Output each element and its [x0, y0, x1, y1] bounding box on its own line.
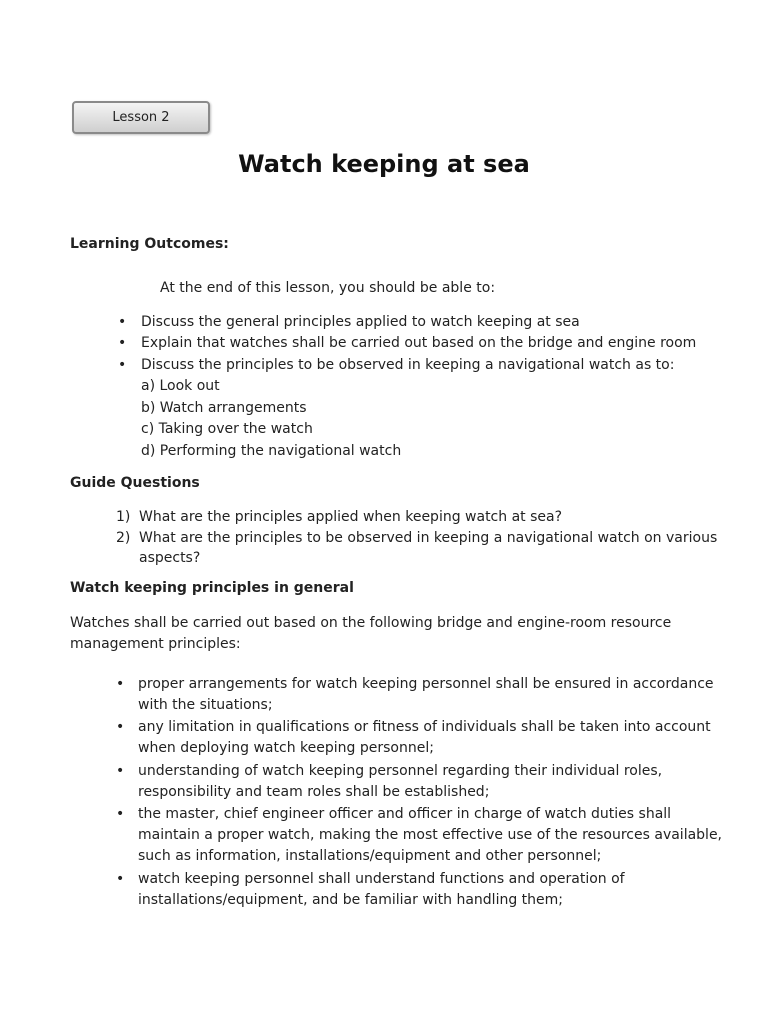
guide-questions-heading: Guide Questions — [70, 475, 200, 491]
outcome-item: Explain that watches shall be carried out based on the bridge and engine room — [141, 335, 697, 351]
question-text: What are the principles to be observed in keeping a navigational watch on various — [139, 530, 718, 546]
principle-item: the master, chief engineer officer and officer in charge of watch duties shall — [138, 806, 672, 822]
page-title: Watch keeping at sea — [238, 150, 530, 178]
learning-outcomes-intro: At the end of this lesson, you should be able to: — [160, 280, 496, 296]
question-number: 2) — [116, 530, 131, 546]
lesson-tab-label: Lesson 2 — [112, 110, 170, 125]
bullet-glyph: • — [118, 335, 127, 351]
principles-intro: Watches shall be carried out based on the following bridge and engine-room resource — [70, 615, 672, 631]
bullet-glyph: • — [116, 871, 125, 887]
bullet-glyph: • — [116, 763, 125, 779]
principle-item-continued: such as information, installations/equipment and other personnel; — [138, 848, 602, 864]
principle-item: understanding of watch keeping personnel regarding their individual roles, — [138, 763, 663, 779]
bullet-glyph: • — [118, 314, 127, 330]
principle-item: proper arrangements for watch keeping personnel shall be ensured in accordance — [138, 676, 714, 692]
outcome-sub-item: a) Look out — [141, 378, 220, 394]
outcome-sub-item: d) Performing the navigational watch — [141, 443, 402, 459]
bullet-glyph: • — [118, 357, 127, 373]
principle-item-continued: maintain a proper watch, making the most effective use of the resources available, — [138, 827, 723, 843]
principle-item-continued: when deploying watch keeping personnel; — [138, 740, 434, 756]
principles-intro-continued: management principles: — [70, 636, 241, 652]
learning-outcomes-heading: Learning Outcomes: — [70, 236, 229, 252]
bullet-glyph: • — [116, 719, 125, 735]
principles-heading: Watch keeping principles in general — [70, 580, 354, 596]
principle-item: any limitation in qualifications or fitness of individuals shall be taken into account — [138, 719, 711, 735]
lesson-tab — [72, 101, 210, 134]
principle-item-continued: responsibility and team roles shall be established; — [138, 784, 490, 800]
principle-item: watch keeping personnel shall understand functions and operation of — [138, 871, 625, 887]
outcome-sub-item: b) Watch arrangements — [141, 400, 307, 416]
outcome-sub-item: c) Taking over the watch — [141, 421, 313, 437]
bullet-glyph: • — [116, 806, 125, 822]
question-text: What are the principles applied when keeping watch at sea? — [139, 509, 563, 525]
outcome-item: Discuss the principles to be observed in keeping a navigational watch as to: — [141, 357, 675, 373]
outcome-item: Discuss the general principles applied to watch keeping at sea — [141, 314, 580, 330]
principle-item-continued: installations/equipment, and be familiar with handling them; — [138, 892, 563, 908]
question-text-continued: aspects? — [139, 550, 201, 566]
bullet-glyph: • — [116, 676, 125, 692]
principle-item-continued: with the situations; — [138, 697, 273, 713]
question-number: 1) — [116, 509, 131, 525]
